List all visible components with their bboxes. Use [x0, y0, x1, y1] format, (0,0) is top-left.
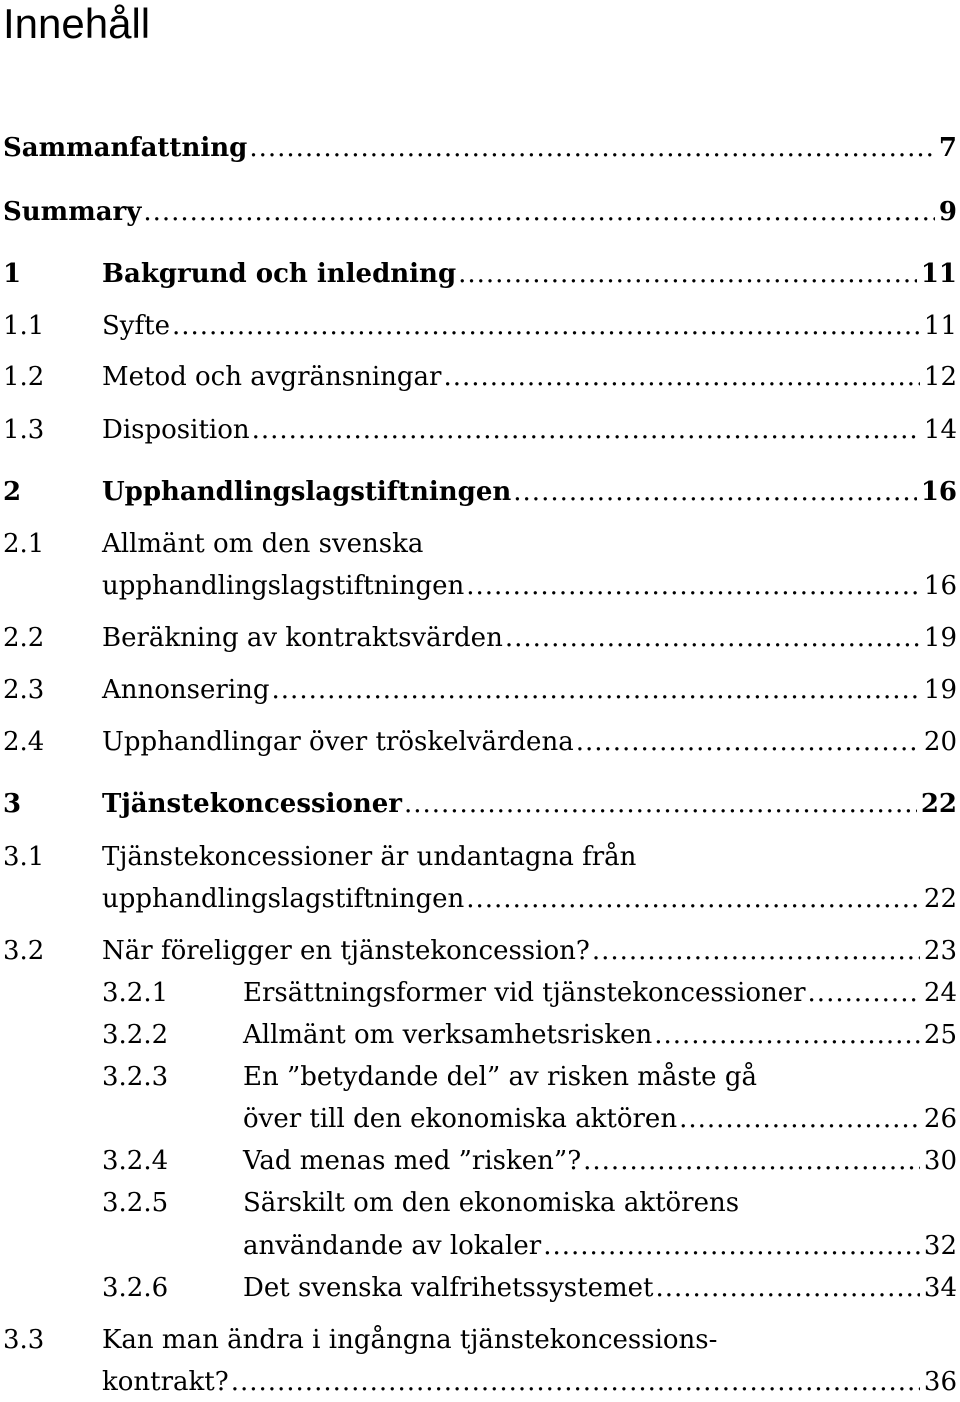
toc-entry-title: Syfte: [102, 311, 170, 341]
toc-entry-line: [0, 1141, 960, 1181]
dot-leader: [655, 1268, 919, 1308]
toc-entry-page: 26: [923, 1104, 957, 1134]
dot-leader: [231, 1362, 920, 1402]
toc-entry-number: 3.2.4: [102, 1146, 169, 1176]
toc-entry-number: 3.2.1: [102, 978, 169, 1008]
toc-entry-number: 3.1: [3, 842, 45, 872]
toc-entry-line: [0, 973, 960, 1013]
toc-entry-page: 34: [923, 1273, 957, 1303]
dot-leader: [172, 306, 920, 346]
toc-entry-page: 22: [920, 789, 957, 819]
toc-entry-line: [0, 524, 960, 564]
toc-entry-number: 3.2: [3, 936, 45, 966]
toc-entry-title: användande av lokaler: [243, 1231, 542, 1261]
dot-leader: [543, 1226, 920, 1266]
toc-entry-page: 36: [923, 1367, 957, 1397]
toc-entry-page: 12: [923, 362, 957, 392]
toc-entry-number: 1.1: [3, 311, 45, 341]
dot-leader: [466, 879, 920, 919]
toc-entry-line: [0, 1099, 960, 1139]
dot-leader: [654, 1015, 920, 1055]
dot-leader: [143, 192, 935, 232]
toc-entry-line: [0, 410, 960, 450]
toc-entry-page: 19: [923, 623, 957, 653]
page-title: Innehåll: [3, 0, 151, 47]
toc-entry-title: över till den ekonomiska aktören: [243, 1104, 678, 1134]
toc-entry-title: Tjänstekoncessioner är undantagna från: [102, 842, 637, 872]
dot-leader: [583, 1141, 920, 1181]
toc-entry-title: Sammanfattning: [3, 133, 248, 163]
toc-entry-number: 1: [3, 259, 22, 289]
toc-entry-page: 22: [923, 884, 957, 914]
toc-entry-line: [0, 1226, 960, 1266]
toc-entry-number: 3: [3, 789, 22, 819]
toc-entry-title: kontrakt?: [102, 1367, 229, 1397]
toc-entry-line: [0, 1183, 960, 1223]
toc-entry-title: Allmänt om verksamhetsrisken: [243, 1020, 653, 1050]
toc-entry-title: Allmänt om den svenska: [102, 529, 424, 559]
toc-entry-title: Kan man ändra i ingångna tjänstekoncessions-: [102, 1325, 718, 1355]
toc-entry-title: upphandlingslagstiftningen: [102, 571, 465, 601]
toc-entry-page: 11: [920, 259, 957, 289]
toc-entry-page: 23: [923, 936, 957, 966]
toc-entry-line: [0, 618, 960, 658]
toc-entry-number: 2.3: [3, 675, 45, 705]
toc-entry-title: När föreligger en tjänstekoncession?: [102, 936, 590, 966]
toc-entry-line: [0, 254, 960, 294]
dot-leader: [513, 472, 917, 512]
toc-entry-title: upphandlingslagstiftningen: [102, 884, 465, 914]
toc-entry-line: [0, 670, 960, 710]
toc-entry-page: 25: [923, 1020, 957, 1050]
toc-entry-page: 14: [923, 415, 957, 445]
dot-leader: [272, 670, 920, 710]
toc-entry-line: [0, 1268, 960, 1308]
toc-entry-line: [0, 784, 960, 824]
toc-entry-number: 3.2.3: [102, 1062, 169, 1092]
toc-entry-number: 1.3: [3, 415, 45, 445]
toc-entry-page: 20: [923, 727, 957, 757]
toc-entry-line: [0, 1320, 960, 1360]
toc-entry-number: 2.2: [3, 623, 45, 653]
toc-entry-title: Upphandlingslagstiftningen: [102, 477, 512, 507]
toc-entry-line: [0, 472, 960, 512]
toc-entry-number: 1.2: [3, 362, 45, 392]
toc-entry-title: Särskilt om den ekonomiska aktörens: [243, 1188, 740, 1218]
toc-entry-line: [0, 357, 960, 397]
toc-entry-number: 3.3: [3, 1325, 45, 1355]
dot-leader: [443, 357, 919, 397]
toc-entry-number: 3.2.6: [102, 1273, 169, 1303]
toc-entry-line: [0, 1057, 960, 1097]
dot-leader: [404, 784, 917, 824]
dot-leader: [505, 618, 920, 658]
dot-leader: [249, 128, 935, 168]
toc-entry-line: [0, 192, 960, 232]
toc-entry-number: 3.2.2: [102, 1020, 169, 1050]
toc-entry-title: Beräkning av kontraktsvärden: [102, 623, 503, 653]
toc-entry-page: 30: [923, 1146, 957, 1176]
dot-leader: [458, 254, 917, 294]
toc-entry-page: 24: [923, 978, 957, 1008]
toc-entry-title: Upphandlingar över tröskelvärdena: [102, 727, 574, 757]
toc-entry-line: [0, 128, 960, 168]
toc-entry-page: 19: [923, 675, 957, 705]
toc-entry-page: 16: [920, 477, 957, 507]
dot-leader: [466, 566, 920, 606]
toc-entry-title: Metod och avgränsningar: [102, 362, 442, 392]
toc-entry-number: 2: [3, 477, 22, 507]
toc-entry-page: 16: [923, 571, 957, 601]
toc-entry-line: [0, 931, 960, 971]
dot-leader: [576, 722, 920, 762]
toc-entry-title: Tjänstekoncessioner: [102, 789, 402, 819]
toc-entry-line: [0, 722, 960, 762]
toc-entry-page: 11: [923, 311, 957, 341]
dot-leader: [808, 973, 920, 1013]
toc-entry-line: [0, 566, 960, 606]
toc-entry-title: Summary: [3, 197, 142, 227]
toc-entry-page: 32: [923, 1231, 957, 1261]
toc-entry-number: 2.1: [3, 529, 45, 559]
toc-entry-title: En ”betydande del” av risken måste gå: [243, 1062, 757, 1092]
toc-entry-number: 3.2.5: [102, 1188, 169, 1218]
toc-entry-line: [0, 837, 960, 877]
toc-entry-title: Ersättningsformer vid tjänstekoncessioner: [243, 978, 806, 1008]
toc-entry-line: [0, 1015, 960, 1055]
toc-entry-title: Bakgrund och inledning: [102, 259, 457, 289]
toc-entry-line: [0, 1362, 960, 1402]
toc-entry-title: Annonsering: [102, 675, 270, 705]
dot-leader: [679, 1099, 920, 1139]
toc-entry-page: 9: [938, 197, 957, 227]
dot-leader: [592, 931, 920, 971]
toc-entry-page: 7: [938, 133, 957, 163]
toc-entry-number: 2.4: [3, 727, 45, 757]
toc-entry-title: Disposition: [102, 415, 250, 445]
toc-entry-line: [0, 879, 960, 919]
toc-entry-title: Vad menas med ”risken”?: [243, 1146, 582, 1176]
toc-entry-title: Det svenska valfrihetssystemet: [243, 1273, 654, 1303]
dot-leader: [252, 410, 920, 450]
toc-entry-line: [0, 306, 960, 346]
